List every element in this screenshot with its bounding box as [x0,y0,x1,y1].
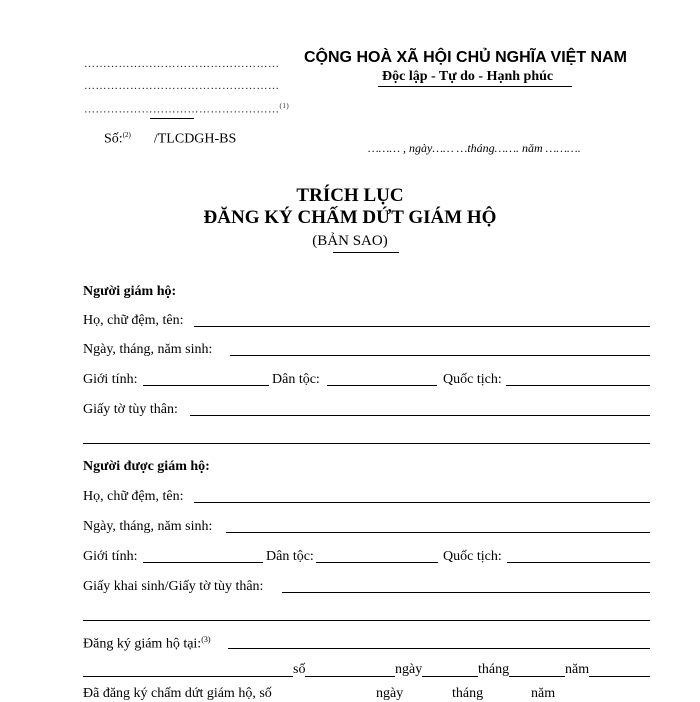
guardian-nationality-line [506,385,650,386]
copy-label: (BẢN SAO) [312,233,388,249]
registered-at-text: Đăng ký giám hộ tại: [83,636,202,652]
guardian-id-label: Giấy tờ tùy thân: [83,402,178,417]
national-motto: Độc lập - Tự do - Hạnh phúc [382,69,554,84]
terminated-label: Đã đăng ký chấm dứt giám hộ, số [83,686,272,701]
ward-name-line [194,502,650,503]
issuer-underline [150,118,194,119]
document-number [104,131,236,148]
document-title-line1: TRÍCH LỤC [296,185,404,206]
so-suffix: /TLCDGH-BS [153,131,237,147]
issuer-dots-line-3 [84,102,289,116]
note-1-marker: (1) [279,102,290,110]
registration-thang-label: tháng [478,662,510,677]
copy-underline [333,252,399,253]
country-name: CỘNG HOÀ XÃ HỘI CHỦ NGHĨA VIỆT NAM [304,49,627,66]
issuer-dots-line-1: …………………………………………… [84,58,280,70]
guardian-heading: Người giám hộ: [83,284,177,299]
ward-nationality-line [507,562,650,563]
ward-id-line-2 [83,620,650,621]
guardian-dob-label: Ngày, tháng, năm sinh: [83,342,213,357]
guardian-gender-line [143,385,269,386]
issue-date-line: ……… , ngày…… …tháng……. năm ………. [368,141,581,155]
terminated-nam-label: năm [531,686,556,701]
ward-name-label: Họ, chữ đệm, tên: [83,489,184,504]
ward-nationality-label: Quốc tịch: [443,549,502,564]
guardian-name-line [194,326,650,327]
registration-ngay-label: ngày [395,662,423,677]
guardian-nationality-label: Quốc tịch: [443,372,502,387]
document-title-line2: ĐĂNG KÝ CHẤM DỨT GIÁM HỘ [203,207,497,228]
ward-ethnicity-label: Dân tộc: [266,549,314,564]
issuer-dots-line-2: …………………………………………… [84,80,280,92]
guardian-id-line [190,415,650,416]
ward-gender-label: Giới tính: [83,549,138,564]
guardian-id-line-2 [83,443,650,444]
guardian-ethnicity-label: Dân tộc: [272,372,320,387]
ward-id-line [282,592,650,593]
terminated-thang-label: tháng [452,686,484,701]
registered-at-label [83,635,211,653]
note-3-marker: (3) [201,635,211,644]
registration-nam-label: năm [565,662,590,677]
ward-gender-line [143,562,263,563]
guardian-name-label: Họ, chữ đệm, tên: [83,313,184,328]
note-2-marker: (2) [122,131,131,139]
terminated-ngay-label: ngày [376,686,404,701]
issuer-dots-text: …………………………………………… [84,103,280,116]
guardian-gender-label: Giới tính: [83,372,138,387]
ward-dob-label: Ngày, tháng, năm sinh: [83,519,213,534]
motto-underline [378,86,572,87]
ward-id-label: Giấy khai sinh/Giấy tờ tùy thân: [83,579,264,594]
ward-heading: Người được giám hộ: [83,459,210,474]
guardian-dob-line [230,355,650,356]
ward-dob-line [226,532,650,533]
ward-ethnicity-line [316,562,438,563]
registration-so-label: số [293,662,306,677]
guardian-ethnicity-line [327,385,437,386]
so-label: Số: [104,131,123,147]
registered-at-line [228,648,650,649]
